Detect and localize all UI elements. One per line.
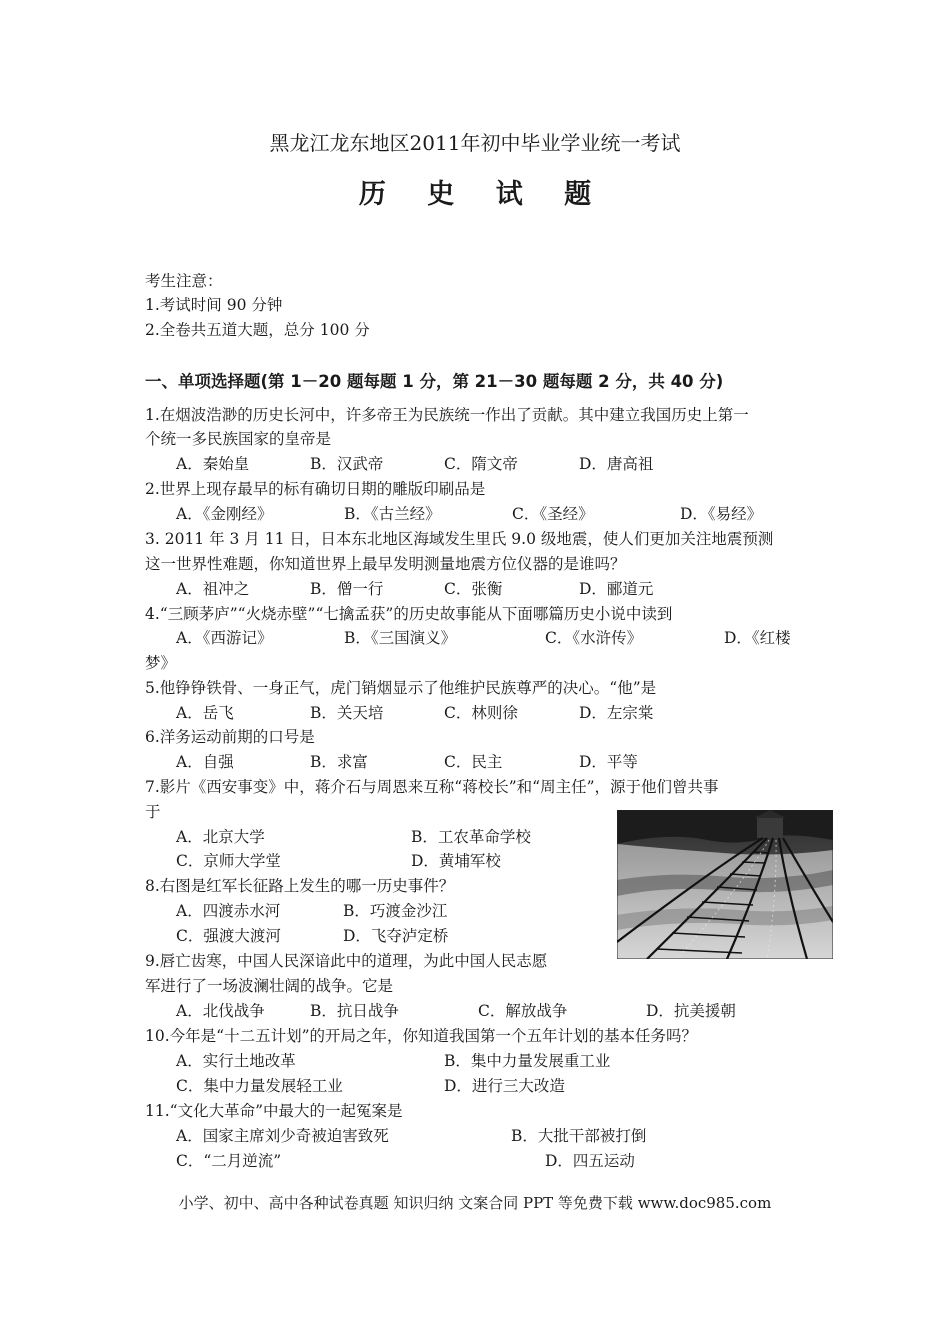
question-1-line-1: 1.在烟波浩渺的历史长河中，许多帝王为民族统一作出了贡献。其中建立我国历史上第一	[145, 406, 749, 424]
section-title: 一、单项选择题(第 1－20 题每题 1 分，第 21－30 题每题 2 分，共 40 分)	[145, 372, 724, 391]
q10-option-a: A．实行土地改革	[176, 1052, 296, 1070]
q11-option-c: C．“二月逆流”	[176, 1152, 282, 1170]
q9-option-c: C．解放战争	[478, 1002, 568, 1020]
q1-option-b: B．汉武帝	[310, 455, 384, 473]
q1-option-a: A．秦始皇	[176, 455, 250, 473]
q5-option-a: A．岳飞	[176, 704, 234, 722]
q1-option-c: C．隋文帝	[444, 455, 518, 473]
q2-option-b: B．《古兰经》	[344, 505, 441, 523]
q10-option-d: D．进行三大改造	[444, 1077, 565, 1095]
question-9-line-1: 9.唇亡齿寒，中国人民深谙此中的道理，为此中国人民志愿	[145, 952, 548, 970]
q2-option-a: A．《金刚经》	[176, 505, 273, 523]
q7-option-c: C．京师大学堂	[176, 852, 281, 870]
question-7-line-2: 于	[145, 803, 161, 821]
q3-option-c: C．张衡	[444, 580, 503, 598]
notice-item-1: 1.考试时间 90 分钟	[145, 296, 283, 314]
q10-option-b: B．集中力量发展重工业	[444, 1052, 611, 1070]
q9-option-a: A．北伐战争	[176, 1002, 265, 1020]
question-4-line-1: 4.“三顾茅庐”“火烧赤壁”“七擒孟获”的历史故事能从下面哪篇历史小说中读到	[145, 605, 673, 623]
question-7-line-1: 7.影片《西安事变》中，蒋介石与周恩来互称“蒋校长”和“周主任”，源于他们曾共事	[145, 778, 719, 796]
q6-option-d: D．平等	[579, 753, 638, 771]
q11-option-d: D．四五运动	[545, 1152, 635, 1170]
q10-option-c: C．集中力量发展轻工业	[176, 1077, 343, 1095]
q3-option-d: D．郦道元	[579, 580, 654, 598]
q4-option-d: D．《红楼	[724, 629, 791, 647]
question-10-line-1: 10.今年是“十二五计划”的开局之年，你知道我国第一个五年计划的基本任务吗？	[145, 1027, 698, 1045]
q3-option-a: A．祖冲之	[176, 580, 250, 598]
q8-option-b: B．巧渡金沙江	[343, 902, 448, 920]
question-11-line-1: 11.“文化大革命”中最大的一起冤案是	[145, 1102, 403, 1120]
q4-option-c: C．《水浒传》	[545, 629, 643, 647]
q9-option-d: D．抗美援朝	[646, 1002, 736, 1020]
q2-option-d: D．《易经》	[680, 505, 763, 523]
question-3-line-1: 3. 2011 年 3 月 11 日，日本东北地区海域发生里氏 9.0 级地震，使人们更加关注地震预测	[145, 530, 774, 548]
q11-option-a: A．国家主席刘少奇被迫害致死	[176, 1127, 389, 1145]
q1-option-d: D．唐高祖	[579, 455, 654, 473]
question-2-line-1: 2.世界上现存最早的标有确切日期的雕版印刷品是	[145, 480, 486, 498]
q11-option-b: B．大批干部被打倒	[511, 1127, 647, 1145]
question-8-line-1: 8.右图是红军长征路上发生的哪一历史事件？	[145, 877, 455, 895]
question-3-line-2: 这一世界性难题，你知道世界上最早发明测量地震方位仪器的是谁吗？	[145, 555, 626, 573]
exam-header: 黑龙江龙东地区2011年初中毕业学业统一考试	[269, 131, 681, 155]
q9-option-b: B．抗日战争	[310, 1002, 399, 1020]
q8-option-c: C．强渡大渡河	[176, 927, 281, 945]
notice-item-2: 2.全卷共五道大题，总分 100 分	[145, 321, 370, 339]
notice-heading: 考生注意：	[145, 272, 223, 290]
q4-option-b: B．《三国演义》	[344, 629, 457, 647]
q4-option-d-continued: 梦》	[145, 654, 177, 672]
q5-option-c: C．林则徐	[444, 704, 518, 722]
q7-option-b: B．工农革命学校	[411, 828, 531, 846]
q4-option-a: A．《西游记》	[176, 629, 273, 647]
q6-option-b: B．求富	[310, 753, 368, 771]
q5-option-d: D．左宗棠	[579, 704, 654, 722]
question-9-line-2: 军进行了一场波澜壮阔的战争。它是	[145, 977, 394, 995]
q7-option-d: D．黄埔军校	[411, 852, 501, 870]
q8-option-d: D．飞夺泸定桥	[343, 927, 449, 945]
question-1-line-2: 个统一多民族国家的皇帝是	[145, 430, 332, 448]
luding-bridge-photo	[617, 810, 833, 959]
footer-text: 小学、初中、高中各种试卷真题 知识归纳 文案合同 PPT 等免费下载 www.doc985.com	[178, 1194, 772, 1212]
question-6-line-1: 6.洋务运动前期的口号是	[145, 728, 315, 746]
q8-option-a: A．四渡赤水河	[176, 902, 281, 920]
q6-option-c: C．民主	[444, 753, 503, 771]
q6-option-a: A．自强	[176, 753, 234, 771]
q3-option-b: B．僧一行	[310, 580, 384, 598]
subject-title: 历 史 试 题	[358, 179, 608, 210]
q7-option-a: A．北京大学	[176, 828, 265, 846]
q5-option-b: B．关天培	[310, 704, 384, 722]
question-5-line-1: 5.他铮铮铁骨、一身正气，虎门销烟显示了他维护民族尊严的决心。“他”是	[145, 679, 657, 697]
q2-option-c: C．《圣经》	[512, 505, 594, 523]
